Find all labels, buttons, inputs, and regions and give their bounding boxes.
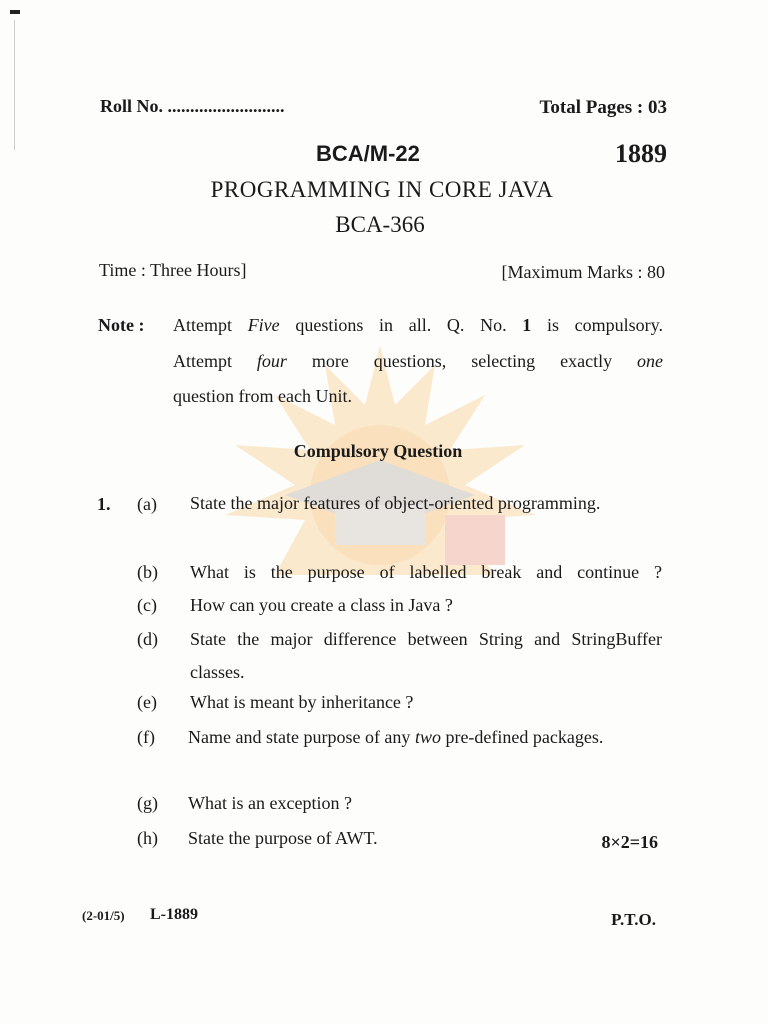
total-pages: Total Pages : 03 <box>539 97 667 118</box>
question-part <box>0 721 768 755</box>
part-text: How can you create a class in Java ? <box>190 595 453 615</box>
section-title: Compulsory Question <box>293 441 463 461</box>
part-text: What is meant by inheritance ? <box>190 692 414 712</box>
part-label: (h) <box>137 828 158 848</box>
part-text <box>188 721 660 754</box>
paper-number: 1889 <box>615 139 667 168</box>
question-number: 1. <box>97 494 111 514</box>
note-text: questions in all. Q. No. <box>279 315 523 335</box>
course-code: BCA-366 <box>335 212 425 237</box>
question-part <box>0 686 768 720</box>
paper-code: BCA/M-22 <box>316 141 420 166</box>
question-part <box>0 589 768 623</box>
part-emphasis: two <box>414 727 441 747</box>
maximum-marks: [Maximum Marks : 80 <box>501 262 665 282</box>
note-text: more questions, selecting exactly <box>286 351 637 371</box>
part-label: (b) <box>137 562 158 582</box>
note-emphasis: 1 <box>522 315 532 335</box>
question-part <box>0 623 768 682</box>
note-line-2 <box>173 351 663 372</box>
note-line-1 <box>173 315 663 336</box>
note-text: Attempt <box>173 315 248 335</box>
footer-code-small: (2-01/5) <box>82 908 125 923</box>
part-text-segment: pre-defined packages. <box>440 727 604 747</box>
part-label: (f) <box>137 727 155 747</box>
question-part <box>0 787 768 821</box>
note-emphasis: Five <box>247 315 280 335</box>
part-label: (g) <box>137 793 158 813</box>
part-text-segment: Name and state purpose of any <box>188 727 415 747</box>
scan-mark <box>10 10 20 14</box>
pto: P.T.O. <box>611 910 656 929</box>
question-part <box>0 556 768 590</box>
note-text: is compulsory. <box>531 315 663 335</box>
question-part <box>0 487 768 521</box>
scan-edge <box>14 20 15 150</box>
part-text: State the purpose of AWT. <box>188 828 378 848</box>
part-text: What is an exception ? <box>188 793 352 813</box>
part-label: (e) <box>137 692 157 712</box>
question-marks: 8×2=16 <box>601 832 658 852</box>
roll-no: Roll No. .......................... <box>100 96 285 116</box>
part-text: State the major features of object-oriented programming. <box>190 493 601 513</box>
note-text: Attempt <box>173 351 257 371</box>
subject-title: PROGRAMMING IN CORE JAVA <box>210 177 554 202</box>
footer-code: L-1889 <box>150 906 198 923</box>
note-emphasis: four <box>256 351 287 371</box>
part-label: (d) <box>137 629 158 649</box>
note-emphasis: one <box>637 351 663 371</box>
note-label: Note : <box>98 315 145 335</box>
part-text: What is the purpose of labelled break and continue ? <box>190 562 662 582</box>
note-line-3: question from each Unit. <box>173 386 352 406</box>
part-label: (c) <box>137 595 157 615</box>
part-text: State the major difference between String and StringBuffer classes. <box>190 629 662 682</box>
part-label: (a) <box>137 494 157 514</box>
time-allowed: Time : Three Hours] <box>99 260 247 280</box>
